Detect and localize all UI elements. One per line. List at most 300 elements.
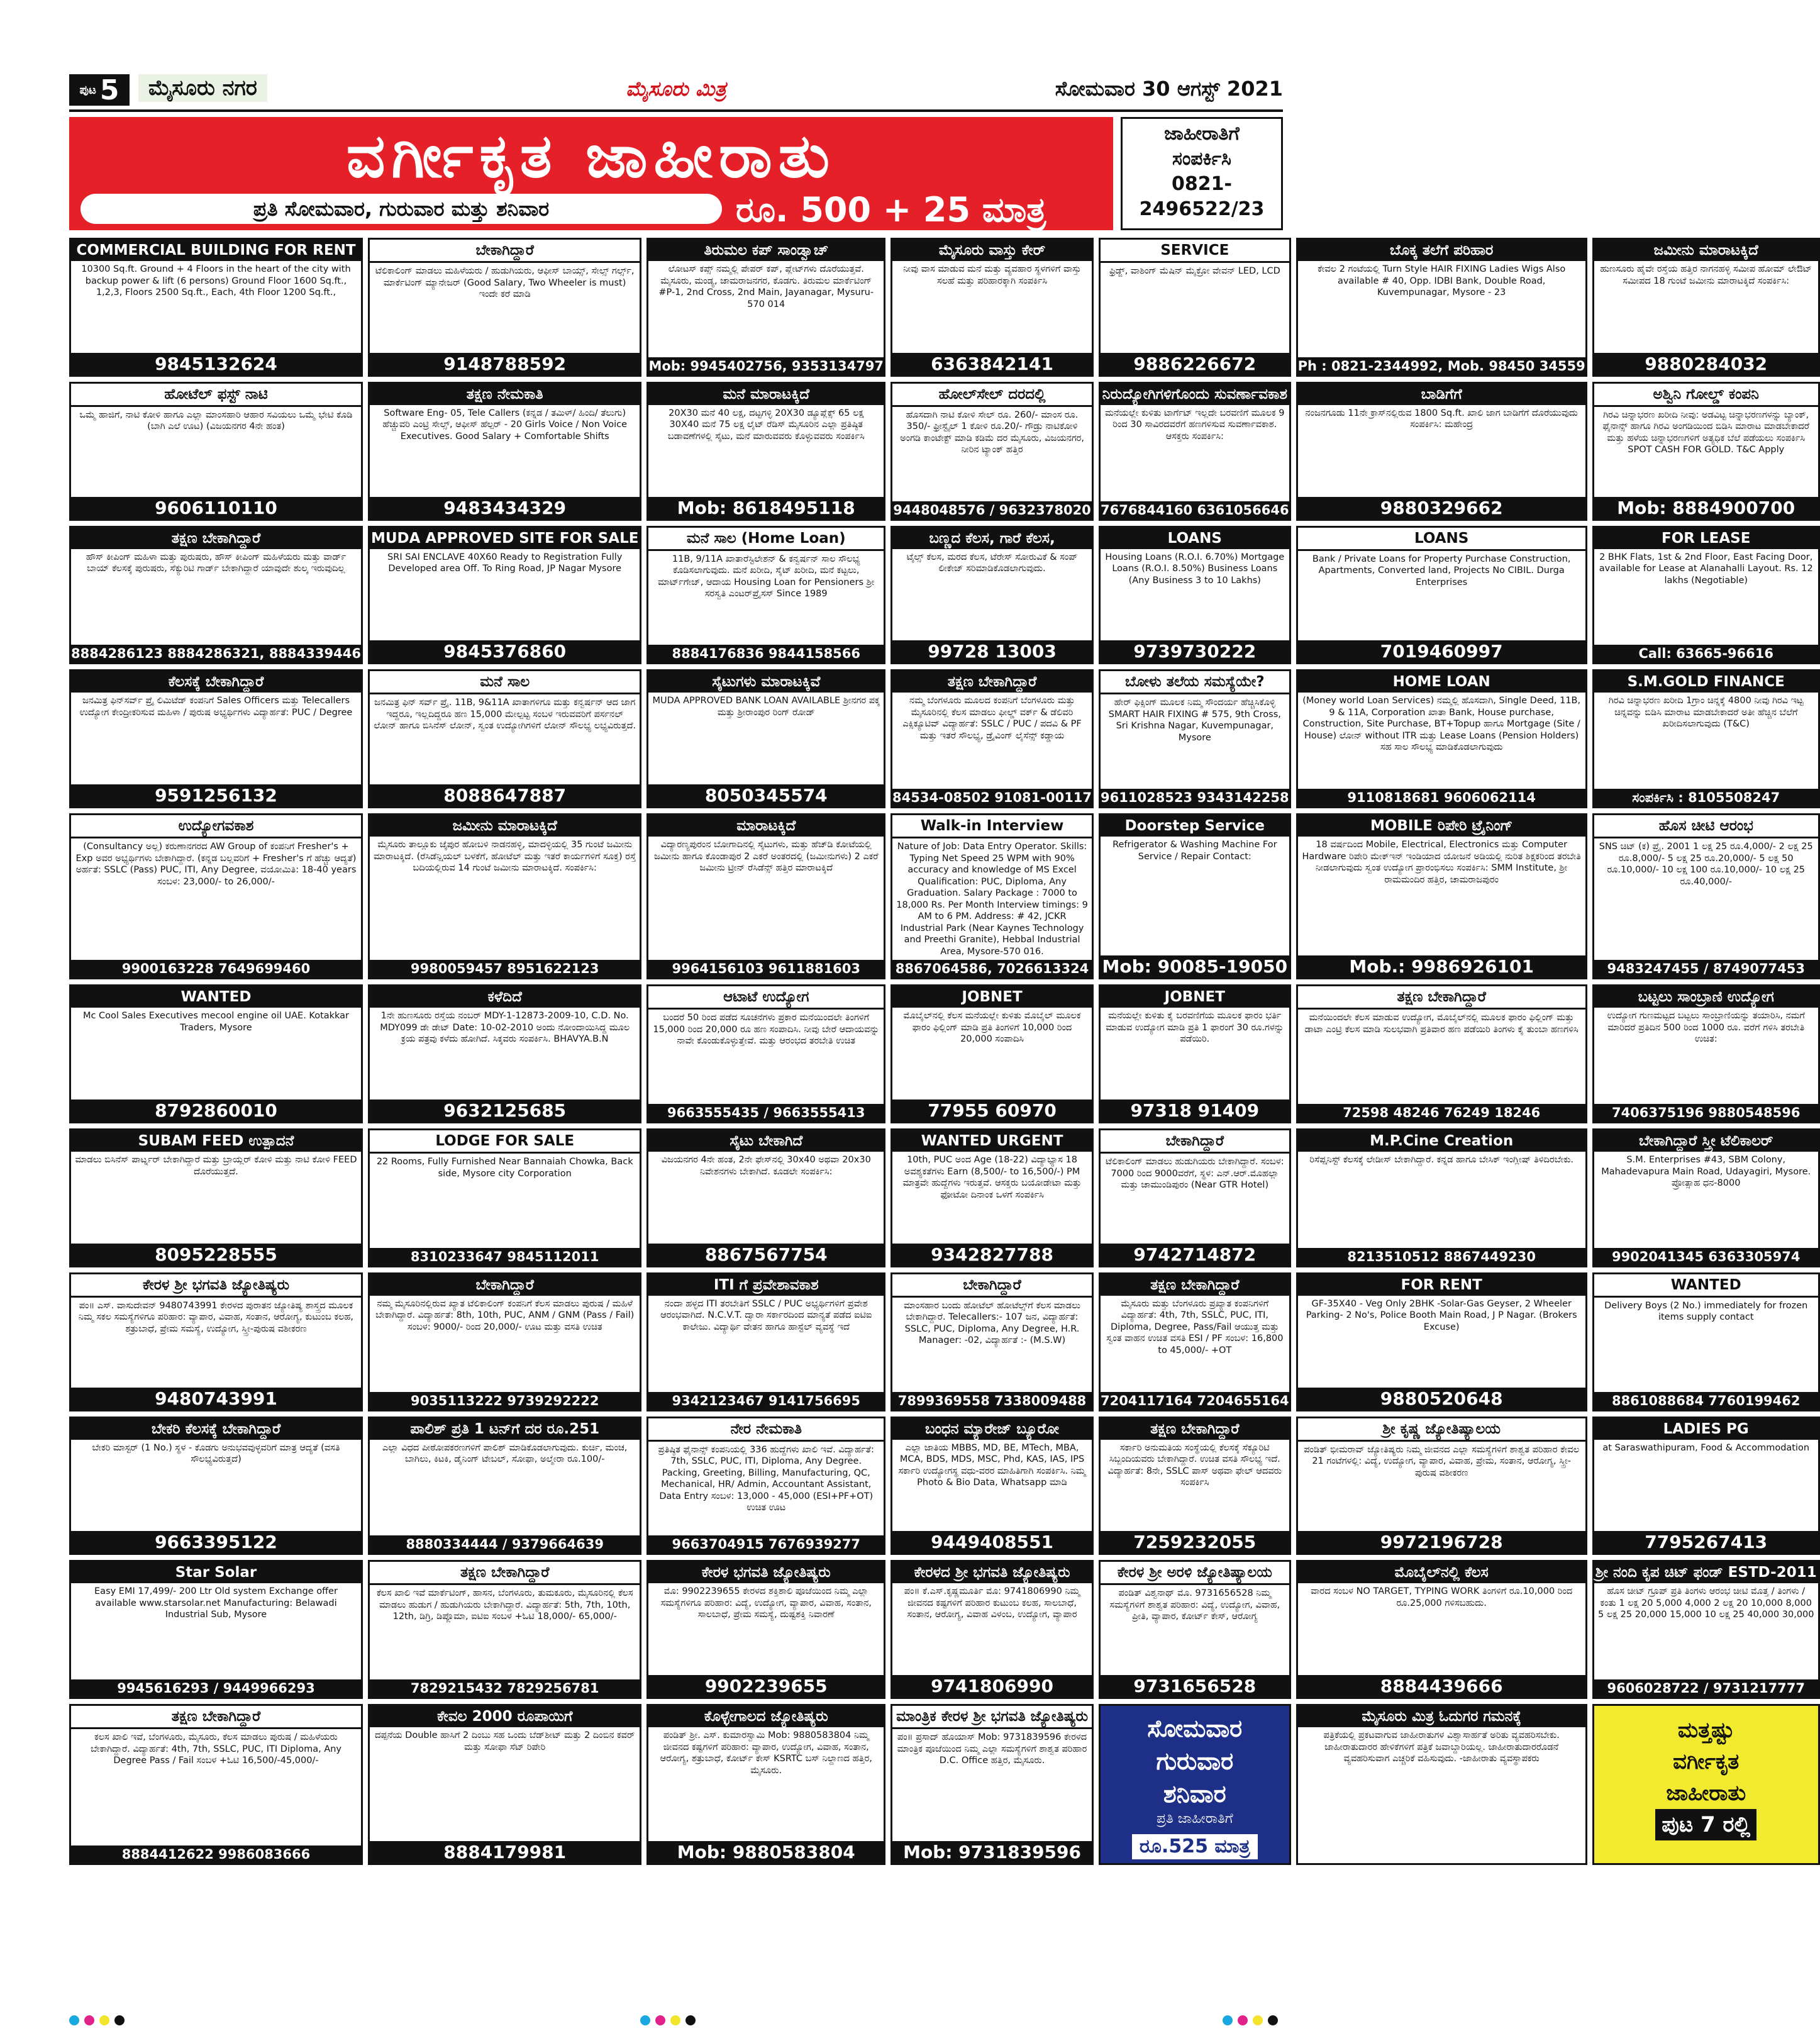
ad-heading: ಬೋಳು ತಲೆಯ ಸಮಸ್ಯೆಯೇ? xyxy=(1101,671,1289,694)
ad-heading: ಕೇರಳದ ಶ್ರೀ ಭಗವತಿ ಜ್ಯೋತಿಷ್ಯರು xyxy=(892,1562,1092,1583)
ad-body: ಕಲಸ ಖಾಲಿ ಇವೆ, ಬೆಂಗಳೂರು, ಮೈಸೂರು, ಕೆಲಸ ಮಾಡಲು ಪುರುಷ / ಮಹಿಳೆಯರು ಬೇಕಾಗಿದ್ದಾರೆ. ವಿದ್ಯಾರ್ಹತೆ: 4th, 7th, SSLC, PUC, ITI Diploma, Any Degree Pass / Fail ಸಂಬಳ +ಓಟಿ 16,500/-45,000/- xyxy=(90,1732,342,1766)
ad-body: ಪಂ॥ ಎಸ್. ವಾಸುದೇವನ್ 9480743991 ಕೇರಳದ ಪುರಾತನ ಜ್ಯೋತಿಷ್ಯ ಶಾಸ್ತ್ರದ ಮೂಲಕ ನಿಮ್ಮ ಸಕಲ ಸಮಸ್ಯೆಗಳಿಗೂ ಪರಿಹಾರ: ವ್ಯಾಪಾರ, ವಿವಾಹ, ಸಂತಾನ, ಆರೋಗ್ಯ, ಕುಟುಂಬ ಕಲಹ, ಶತ್ರುಬಾಧೆ, ಪ್ರೇಮ ಸಮಸ್ಯೆ, ಉದ್ಯೋಗ, ಸ್ತ್ರೀ-ಪುರುಷ ವಶೀಕರಣ xyxy=(78,1300,354,1334)
ad-body: ಪಂ॥ ಪ್ರಸಾದ್ ಹೊಯಾಸ್ Mob: 9731839596 ಕೇರಳದ ಮಾಂತ್ರಿಕ ಪೂಜೆಯಿಂದ ನಿಮ್ಮ ಎಲ್ಲಾ ಸಮಸ್ಯೆಗಳಿಗೆ ಶಾಶ್ವತ ಪರಿಹಾರ D.C. Office ಹತ್ತಿರ, ಮೈಸೂರು. xyxy=(897,1732,1087,1766)
ad-phone: 8884179981 xyxy=(370,1841,640,1863)
cyan-dot xyxy=(69,2015,79,2025)
ad-heading: ತಕ್ಷಣ ಬೇಕಾಗಿದ್ದಾರೆ xyxy=(1101,1274,1289,1296)
classified-ad xyxy=(891,1128,1094,1267)
ad-body: 20X30 ಮನೆ 40 ಲಕ್ಷ, ದಟ್ಟಗಳ್ಳಿ 20X30 ಡ್ಯೂಪ್ಲೆಕ್ಸ್ 65 ಲಕ್ಷ 30X40 ಮನೆ 75 ಲಕ್ಷ ಲೈಟ್ ರೆಡಿಸ್ ಮೈಸೂರಿನ ಎಲ್ಲಾ ಪ್ರತಿಷ್ಠಿತ ಬಡಾವಣೆಗಳಲ್ಲಿ ಸೈಟು, ಮನೆ ಮಾರುವವರು ಕೊಳ್ಳುವವರು ಸಂಪರ್ಕಿಸಿ xyxy=(667,408,865,442)
ad-phone: 8867567754 xyxy=(648,1244,884,1266)
ad-phone: 9902041345 6363305974 xyxy=(1594,1248,1818,1266)
ad-phone: Mob: 9945402756, 9353134797 xyxy=(648,358,884,374)
ad-body: ಪಂಡಿತ್ ವಿಶ್ವನಾಥ್ ಮೊ. 9731656528 ನಿಮ್ಮ ಸಮಸ್ಯೆಗಳಿಗೆ ಶಾಶ್ವತ ಪರಿಹಾರ: ವಿದ್ಯೆ, ಉದ್ಯೋಗ, ವಿವಾಹ, ಪ್ರೀತಿ, ವ್ಯಾಪಾರ, ಕೋರ್ಟ್ ಕೇಸ್, ಆರೋಗ್ಯ xyxy=(1109,1588,1280,1622)
ad-phone: 8088647887 xyxy=(370,784,640,806)
banner-days: ಪ್ರತಿ ಸೋಮವಾರ, ಗುರುವಾರ ಮತ್ತು ಶನಿವಾರ xyxy=(80,194,722,224)
ad-phone: 9148788592 xyxy=(370,353,640,375)
promo-day: ಗುರುವಾರ xyxy=(1156,1747,1234,1776)
ad-body: Housing Loans (R.O.I. 6.70%) Mortgage Loans (R.O.I. 8.50%) Business Loans (Any Business 3 to 10 Lakhs) xyxy=(1105,552,1285,586)
classified-ad xyxy=(1099,813,1291,979)
ad-heading: ಸೈಟು ಬೇಕಾಗಿದೆ xyxy=(648,1130,884,1152)
classified-ad xyxy=(1296,984,1587,1123)
ad-body: ಹೇರ್ ಫಿಕ್ಸಿಂಗ್ ಮೂಲಕ ನಿಮ್ಮ ಸೌಂದರ್ಯ ಹೆಚ್ಚಿಸಿಕೊಳ್ಳಿ SMART HAIR FIXING # 575, 9th Cross, Sri Krishna Nagar, Kuvempunagar, Mysore xyxy=(1108,698,1281,743)
ad-phone: 9731656528 xyxy=(1101,1675,1289,1697)
classified-ad xyxy=(69,1560,363,1699)
classified-ad xyxy=(646,238,885,377)
contact-line: ಸಂಪರ್ಕಿಸಿ xyxy=(1172,148,1231,170)
promo-price: ರೂ.525 ಮಾತ್ರ xyxy=(1132,1834,1258,1859)
ad-body: ಎಲ್ಲಾ ವಿಧದ ಪೀಠೋಪಕರಣಗಳಿಗೆ ಪಾಲಿಶ್ ಮಾಡಿಕೊಡಲಾಗುವುದು. ಕುರ್ಚಿ, ಮಂಚ, ಬಾಗಿಲು, ಕಿಟಕಿ, ಡೈನಿಂಗ್ ಟೇಬಲ್, ಸೋಫಾ, ಅಲ್ಮೇರಾ ರೂ.100/- xyxy=(382,1442,628,1465)
ad-heading: ಮೈಸೂರು ಮಿತ್ರ ಓದುಗರ ಗಮನಕ್ಕೆ xyxy=(1298,1706,1585,1727)
ad-heading: ಬೇಕರಿ ಕೆಲಸಕ್ಕೆ ಬೇಕಾಗಿದ್ದಾರೆ xyxy=(71,1418,361,1440)
ad-body: ಹೊಸ ಚೀಟ್ ಗ್ರೂಪ್ ಪ್ರತಿ ತಿಂಗಳು ಆರಂಭ ಚೀಟಿ ಮೊತ್ತ / ತಿಂಗಳು / ಕಂತು 1 ಲಕ್ಷ 20 5,000 4,000 2 ಲಕ್ಷ 20 10,000 8,000 5 ಲಕ್ಷ 25 20,000 15,000 10 ಲಕ್ಷ 25 40,000 30,000 xyxy=(1597,1586,1814,1620)
ad-heading: ಸೈಟುಗಳು ಮಾರಾಟಕ್ಕಿವೆ xyxy=(648,671,884,693)
ad-body: ಪ್ರತಿಷ್ಠಿತ ಫೈನಾನ್ಸ್ ಕಂಪನಿಯಲ್ಲಿ 336 ಹುದ್ದೆಗಳು ಖಾಲಿ ಇವೆ. ವಿದ್ಯಾರ್ಹತೆ: 7th, SSLC, PUC, ITI, Diploma, Any Degree. Packing, Greeting, Billing, Manufacturing, QC, Mechanical, HR/ Admin, Accountant Assistant, Data Entry ಸಂಬಳ: 13,000 - 45,000 (ESI+PF+OT) ಉಚಿತ ಊಟ xyxy=(658,1444,874,1513)
classified-ad xyxy=(1296,526,1587,665)
classifieds-banner xyxy=(69,117,1113,230)
classified-ad xyxy=(69,1128,363,1267)
ad-body: SRI SAI ENCLAVE 40X60 Ready to Registration Fully Developed area Off. To Ring Road, JP Nagar Mysore xyxy=(387,552,623,574)
ad-heading: ಮನೆ ಮಾರಾಟಕ್ಕಿದೆ xyxy=(648,384,884,405)
ad-heading: ತಿರುಮಲ ಕಪ್ ಸಾಂಡ್ವಾಚ್ xyxy=(648,240,884,261)
yellow-dot xyxy=(1253,2015,1263,2025)
classified-ad xyxy=(368,1272,641,1411)
ad-phone: 9110818681 9606062114 xyxy=(1298,789,1585,806)
ad-heading: ಕೆಲಸಕ್ಕೆ ಬೇಕಾಗಿದ್ದಾರೆ xyxy=(71,671,361,693)
ad-heading: FOR LEASE xyxy=(1594,528,1818,549)
continued-line: ಮತ್ತಷ್ಟು xyxy=(1677,1718,1734,1744)
ad-phone: 72598 48246 76249 18246 xyxy=(1298,1104,1585,1122)
ad-body: ಗಿರವಿ ಚಿನ್ನಾಭರಣ ಖರೀದಿ ನೀವು: ಅಡವಿಟ್ಟ ಚಿನ್ನಾಭರಣಗಳನ್ನು ಬ್ಯಾಂಕ್, ಫೈನಾನ್ಸ್ ಹಾಗೂ ಗಿರವಿ ಅಂಗಡಿಯಿಂದ ಬಿಡಿಸಿ ಮಾರಾಟ ಮಾಡಬೇಕಾದರೆ ಮತ್ತು ಹಳೆಯ ಚಿನ್ನಾಭರಣಗಳಿಗೆ ಅತ್ಯಧಿಕ ಬೆಲೆ ಪಡೆಯಲು ಸಂಪರ್ಕಿಸಿ SPOT CASH FOR GOLD. T&C Apply xyxy=(1602,409,1810,455)
ad-heading: ನೇರ ನೇಮಕಾತಿ xyxy=(648,1418,884,1442)
ad-phone: 9945616293 / 9449966293 xyxy=(71,1679,361,1697)
ad-body: ಜನಮಿತ್ರ ಫಿನ್‌ಸರ್ವ್ ಪ್ರೈ ಲಿಮಿಟೆಡ್ ಕಂಪನಿಗೆ Sales Officers ಮತ್ತು Telecallers ಉದ್ಯೋಗ ಕೇಂದ್ರೀಕರಿಸುವ ಮಹಿಳಾ / ಪುರುಷ ಅಭ್ಯರ್ಥಿಗಳು ವಿದ್ಯಾರ್ಹತೆ: PUC / Degree xyxy=(79,696,353,718)
ad-heading: ಮಾಂತ್ರಿಕ ಕೇರಳ ಶ್ರೀ ಭಗವತಿ ಜ್ಯೋತಿಷ್ಯರು xyxy=(892,1706,1092,1729)
classified-ad xyxy=(891,1272,1094,1411)
ad-heading: ಜಮೀನು ಮಾರಾಟಕ್ಕಿದೆ xyxy=(370,815,640,837)
classified-ad xyxy=(646,526,885,665)
classified-ad xyxy=(1296,1560,1587,1699)
classified-ad xyxy=(1296,1417,1587,1556)
classified-ad xyxy=(69,1417,363,1556)
ad-body: ಮನೆಯಲ್ಲೇ ಕುಳಿತು ಕೈ ಬರವಣಿಗೆಯ ಮೂಲಕ ಫಾರಂ ಭರ್ತಿ ಮಾಡುವ ಉದ್ಯೋಗ ಮಾಡಿ ಪ್ರತಿ 1 ಫಾರಂಗೆ 30 ರೂ.ಗಳನ್ನು ಪಡೆಯಿರಿ. xyxy=(1106,1011,1284,1045)
classified-ad xyxy=(1296,1704,1587,1865)
ad-heading: JOBNET xyxy=(1101,986,1289,1008)
ad-phone: 9880520648 xyxy=(1298,1388,1585,1410)
classified-ad xyxy=(1099,1128,1291,1267)
ad-phone: Call: 63665-96616 xyxy=(1594,645,1818,662)
classified-ad xyxy=(69,238,363,377)
black-dot xyxy=(114,2015,125,2025)
ad-body: ಮನೆಯಲ್ಲೇ ಕುಳಿತು ಟಾರ್ಗೆಟ್ ಇಲ್ಲದೇ ಬರವಣಿಗೆ ಮೂಲಕ 9 ರಿಂದ 30 ಸಾವಿರದವರೆಗೆ ಹಣಗಳಿಸುವ ಸುವರ್ಣಾವಕಾಶ. ಆಸಕ್ತರು ಸಂಪರ್ಕಿಸಿ: xyxy=(1105,408,1285,442)
ad-body: ಹೊಸದಾಗಿ ನಾಟಿ ಕೋಳಿ ಸೇಲ್ ರೂ. 260/- ಮಾಂಸ ರೂ. 350/- ಫ್ರೀಸ್ಟೈಲ್ 1 ಕೋಳಿ ರೂ.20/- ಗೌಡ್ರು ನಾಟಿಕೋಳಿ ಅಂಗಡಿ ಕಾಂಟೇಕ್ಟ್ ಮಾಡಿ ಕಡಿಮೆ ದರ ಮೈಸೂರು, ವಿಜಯನಗರ, ನೀರಿನ ಟ್ಯಾಂಕ್ ಹತ್ತಿರ xyxy=(900,409,1084,455)
ad-body: ಪಂ॥ ಕೆ.ಎಸ್.ಕೃಷ್ಣಮೂರ್ತಿ ಮೊ: 9741806990 ನಿಮ್ಮ ಜೀವನದ ಕಷ್ಟಗಳಿಗೆ ಪರಿಹಾರ ಕುಟುಂಬ ಕಲಹ, ಸಾಲಬಾಧೆ, ಸಂತಾನ, ಆರೋಗ್ಯ, ವಿವಾಹ ವಿಳಂಬ, ಉದ್ಯೋಗ, ವ್ಯಾಪಾರ xyxy=(904,1586,1080,1620)
ad-heading: ಬೇಕಾಗಿದ್ದಾರೆ xyxy=(1101,1130,1289,1154)
classified-ad xyxy=(1592,238,1820,377)
ad-body: SNS ಚಿಟ್ (ಕ) ಪ್ರೈ. 2001 1 ಲಕ್ಷ 25 ರೂ.4,000/- 2 ಲಕ್ಷ 25 ರೂ.8,000/- 5 ಲಕ್ಷ 25 ರೂ.20,000/- 5 ಲಕ್ಷ 50 ರೂ.10,000/- 10 ಲಕ್ಷ 100 ರೂ.10,000/- 10 ಲಕ್ಷ 25 ರೂ.40,000/- xyxy=(1599,842,1813,887)
ad-phone: 8792860010 xyxy=(71,1099,361,1122)
ad-heading: ಕೇವಲ 2000 ರೂಪಾಯಿಗೆ xyxy=(370,1706,640,1727)
ad-heading: Walk-in Interview xyxy=(892,815,1092,838)
classified-ad xyxy=(69,1272,363,1411)
ad-body: ಬಂದರೆ 50 ರಿಂದ ಪಡೆದ ಸೂಚನೆಗಳು ಪ್ರಕಾರ ಮನೆಯಿಂದಲೇ ತಿಂಗಳಿಗೆ 15,000 ರಿಂದ 20,000 ರೂ ಹಣ ಸಂಪಾದಿಸಿ. ನೀವು ಬೇರೆ ಆದಾಯವನ್ನು ನಾವೇ ಕೊಂಡುಕೊಳ್ಳುತ್ತೇವೆ. ಮತ್ತು ಆರಂಭದ ತರಬೇತಿ ಉಚಿತ xyxy=(653,1013,880,1047)
ad-phone: 77955 60970 xyxy=(892,1099,1092,1122)
ad-heading: ಬಟ್ಟಲು ಸಾಂಬ್ರಾಣಿ ಉದ್ಯೋಗ xyxy=(1594,986,1818,1008)
ad-heading: ಬೊಕ್ಕ ತಲೆಗೆ ಪರಿಹಾರ xyxy=(1298,240,1585,261)
ad-body: ಗಿರವಿ ಚಿನ್ನಾಭರಣ ಖರೀದಿ 1ಗ್ರಾಂ ಚಿನ್ನಕ್ಕೆ 4800 ನೀವು ಗಿರವಿ ಇಟ್ಟ ಚಿನ್ನವನ್ನು ಬಿಡಿಸಿ ಮಾರಾಟ ಮಾಡಬೇಕಾದರೆ ಅತೀ ಹೆಚ್ಚಿನ ಬೆಲೆಗೆ ಖರೀದಿಸಲಾಗುವುದು (T&C) xyxy=(1608,696,1804,730)
ad-body: ದಪ್ಪನೆಯ Double ಹಾಸಿಗೆ 2 ದಿಂಬು ಸಹ ಒಂದು ಬೆಡ್‌ಶೀಟ್ ಮತ್ತು 2 ದಿಂಬಿನ ಕವರ್ ಮತ್ತು ಸೋಫಾ ಸೆಟ್ ರಿಪೇರಿ xyxy=(375,1730,635,1752)
classified-ad xyxy=(891,1704,1094,1865)
ad-phone: 9845376860 xyxy=(370,640,640,662)
ad-phone: Mob: 90085-19050 xyxy=(1101,955,1289,977)
classified-ad xyxy=(368,1128,641,1267)
section-title: ಮೈಸೂರು ನಗರ xyxy=(138,74,267,102)
classified-ad xyxy=(69,526,363,665)
color-register-center xyxy=(640,2015,696,2025)
ad-body: ನಮ್ಮ ಮೈಸೂರಿನಲ್ಲಿರುವ ಖ್ಯಾತ ಟೆಲಿಕಾಲಿಂಗ್ ಕಂಪನಿಗೆ ಕೆಲಸ ಮಾಡಲು ಪುರುಷ / ಮಹಿಳೆ ಬೇಕಾಗಿದ್ದಾರೆ. ವಿದ್ಯಾರ್ಹತೆ: 8th, 10th, PUC, ANM / GNM (Pass / Fail) ಸಂಬಳ: 9000/- ರಿಂದ 20,000/- ಊಟ ಮತ್ತು ವಸತಿ ಉಚಿತ xyxy=(375,1298,635,1332)
ad-heading: Star Solar xyxy=(71,1562,361,1583)
ad-phone: 9483434329 xyxy=(370,497,640,519)
ad-heading: ಬಣ್ಣದ ಕೆಲಸ, ಗಾರೆ ಕೆಲಸ, xyxy=(892,528,1092,549)
ad-body: ಎಲ್ಲಾ ಜಾತಿಯ MBBS, MD, BE, MTech, MBA, MCA, BDS, MDS, MSC, Phd, KAS, IAS, IPS ಸರ್ಕಾರಿ ಉದ್ಯೋಗಸ್ಥ ವಧು-ವರರ ಮಾಹಿತಿಗಾಗಿ ಸಂಪರ್ಕಿಸಿ. ನಿಮ್ಮ Photo & Bio Data, Whatsapp ಮಾಡಿ xyxy=(898,1442,1086,1488)
cyan-dot xyxy=(640,2015,650,2025)
ad-phone: 8884439666 xyxy=(1298,1675,1585,1697)
ad-phone: 9663704915 7676939277 xyxy=(648,1535,884,1553)
classified-ad xyxy=(1296,1272,1587,1411)
continued-notice xyxy=(1592,1704,1820,1865)
ad-body: ವಿಜಯನಗರ 4ನೇ ಹಂತ, 2ನೇ ಫೇಸ್‌ನಲ್ಲಿ 30x40 ಅಥವಾ 20x30 ನಿವೇಶನಗಳು ಬೇಕಾಗಿದೆ. ಕೂಡಲೇ ಸಂಪರ್ಕಿಸಿ: xyxy=(661,1155,871,1177)
ad-phone: 7899369558 7338009488 xyxy=(892,1392,1092,1410)
classified-ad xyxy=(646,669,885,808)
ad-heading: SUBAM FEED ಉತ್ಪಾದನೆ xyxy=(71,1130,361,1152)
classified-ad xyxy=(891,984,1094,1123)
classified-ad xyxy=(646,813,885,979)
classified-ad xyxy=(368,1417,641,1556)
classified-ad xyxy=(891,238,1094,377)
ad-body: ವಾರದ ಸಂಬಳ NO TARGET, TYPING WORK ತಿಂಗಳಿಗೆ ರೂ.10,000 ರಿಂದ ರೂ.25,000 ಗಳಿಸಬಹುದು. xyxy=(1311,1586,1573,1608)
ad-phone: 8095228555 xyxy=(71,1244,361,1266)
ad-body: ಕೇವಲ 2 ಗಂಟೆಯಲ್ಲಿ Turn Style HAIR FIXING Ladies Wigs Also available # 40, Opp. IDBI Bank, Double Road, Kuvempunagar, Mysore - 23 xyxy=(1318,264,1566,298)
classified-ad xyxy=(1099,669,1291,808)
ad-heading: ತಕ್ಷಣ ನೇಮಕಾತಿ xyxy=(370,384,640,405)
ad-body: 2 BHK Flats, 1st & 2nd Floor, East Facing Door, available for Lease at Alanahalli Layout. Rs. 12 lakhs (Negotiable) xyxy=(1599,552,1813,586)
classified-ad xyxy=(368,669,641,808)
masthead: ಮೈಸೂರು ಮಿತ್ರ xyxy=(626,77,726,101)
ad-phone: 8861088684 7760199462 xyxy=(1594,1392,1818,1410)
ad-body: 22 Rooms, Fully Furnished Near Bannaiah Chowka, Back side, Mysore city Corporation xyxy=(376,1157,633,1179)
magenta-dot xyxy=(655,2015,665,2025)
ad-heading: SERVICE xyxy=(1101,240,1289,263)
ad-body: ರಿಸೆಪ್ಷನಿಸ್ಟ್ ಕೆಲಸಕ್ಕೆ ಲೇಡೀಸ್ ಬೇಕಾಗಿದ್ದಾರೆ. ಕನ್ನಡ ಹಾಗೂ ಬೇಸಿಕ್ ಇಂಗ್ಲೀಷ್ ತಿಳಿದಿರಬೇಕು. xyxy=(1309,1155,1574,1165)
ad-body: Nature of Job: Data Entry Operator. Skills: Typing Net Speed 25 WPM with 90% accuracy and knowledge of MS Excel Qualification: PUC, Diploma, Any Graduation. Salary Package : 7000 to 18,000 Rs. Per Month Interview timings: 9 AM to 6 PM. Address: # 42, JCKR Industrial Park (Near Kaynes Technology and Preethi Granite), Hebbal Industrial Area, Mysore-570 016. xyxy=(896,842,1088,957)
rate-promo-ad xyxy=(1099,1704,1291,1865)
ad-heading: ITI ಗೆ ಪ್ರವೇಶಾವಕಾಶ xyxy=(648,1274,884,1296)
ad-heading: ಮನೆ ಸಾಲ xyxy=(370,671,640,694)
classified-ad xyxy=(891,526,1094,665)
ad-phone: 9663555435 / 9663555413 xyxy=(648,1104,884,1122)
ad-phone: 9611028523 9343142258 xyxy=(1101,790,1289,806)
ad-phone: 9880284032 xyxy=(1594,353,1818,375)
classified-ad xyxy=(646,1560,885,1699)
ad-phone: 8050345574 xyxy=(648,784,884,806)
classified-ad xyxy=(1099,238,1291,377)
ad-phone: 9972196728 xyxy=(1298,1531,1585,1553)
ad-heading: ಜಮೀನು ಮಾರಾಟಕ್ಕಿದೆ xyxy=(1594,240,1818,261)
ad-phone: 9591256132 xyxy=(71,784,361,806)
ad-phone: 6363842141 xyxy=(892,353,1092,375)
ad-heading: ಮೊಬೈಲ್‌ನಲ್ಲಿ ಕೆಲಸ xyxy=(1298,1562,1585,1583)
ad-phone: 9886226672 xyxy=(1101,353,1289,375)
ad-phone: Mob: 8618495118 xyxy=(648,497,884,519)
ad-body: ಮಾಡಲು ಬಿಸಿನೆಸ್ ಪಾರ್ಟ್ನರ್ ಬೇಕಾಗಿದ್ದಾರೆ ಮತ್ತು ಬ್ರಾಯ್ಲರ್ ಕೋಳಿ ಮತ್ತು ನಾಟಿ ಕೋಳಿ FEED ದೊರೆಯುತ್ತದೆ. xyxy=(75,1155,357,1177)
ad-heading: ತಕ್ಷಣ ಬೇಕಾಗಿದ್ದಾರೆ xyxy=(370,1562,640,1585)
yellow-dot xyxy=(99,2015,109,2025)
ad-heading: ಮೈಸೂರು ವಾಸ್ತು ಕೇರ್ xyxy=(892,240,1092,261)
ad-phone: 99728 13003 xyxy=(892,640,1092,662)
ad-body: ಪಂಡಿತ್ ಶ್ರೀ. ಎಸ್. ಕುಮಾರಸ್ವಾಮಿ Mob: 9880583804 ನಿಮ್ಮ ಜೀವನದ ಕಷ್ಟಗಳಿಗೆ ಪರಿಹಾರ: ವ್ಯಾಪಾರ, ಉದ್ಯೋಗ, ವಿವಾಹ, ಸಂತಾನ, ಆರೋಗ್ಯ, ಶತ್ರುಬಾಧೆ, ಕೋರ್ಟ್ ಕೇಸ್ KSRTC ಬಸ್ ನಿಲ್ದಾಣದ ಹತ್ತಿರ, ಮೈಸೂರು. xyxy=(660,1730,872,1776)
classified-ad xyxy=(368,238,641,377)
ad-heading: HOME LOAN xyxy=(1298,671,1585,693)
ad-body: ಮೈಸೂರು ತಾಲ್ಲೂಕು ಜೈಪುರ ಹೋಬಳಿ ನಾಡನಹಳ್ಳಿ, ಮಾದಳ್ಳಿಯಲ್ಲಿ 35 ಗುಂಟೆ ಜಮೀನು ಮಾರಾಟಕ್ಕಿದೆ. (ರೆಸಿಡೆನ್ಷಿಯಲ್ ಬಳಕೆಗೆ, ಹೋಟೆಲ್ ಮತ್ತು ಇತರೆ ಕಾರ್ಯಗಳಿಗೆ ಸೂಕ್ತ) ರಸ್ತೆ ಬದಿಯಲ್ಲಿರುವ 14 ಗುಂಟೆ ಜಮೀನು ಮಾರಾಟಕ್ಕಿದೆ. ಸಂಪರ್ಕಿಸಿ: xyxy=(374,840,636,874)
classified-ad xyxy=(368,526,641,665)
black-dot xyxy=(685,2015,696,2025)
ad-body: Mc Cool Sales Executives mecool engine oil UAE. Kotakkar Traders, Mysore xyxy=(82,1011,350,1033)
classified-ad xyxy=(891,382,1094,521)
classified-ad xyxy=(69,1704,363,1865)
ad-heading: ತಕ್ಷಣ ಬೇಕಾಗಿದ್ದಾರೆ xyxy=(71,1706,361,1729)
classified-ad xyxy=(646,382,885,521)
ad-phone: Mob: 9731839596 xyxy=(892,1841,1092,1863)
classified-ad xyxy=(368,1704,641,1865)
black-dot xyxy=(1268,2015,1278,2025)
ad-phone: Mob.: 9986926101 xyxy=(1298,955,1585,977)
banner-title: ವರ್ಗೀಕೃತ ಜಾಹೀರಾತು xyxy=(346,121,836,191)
ad-body: ಮೊಬೈಲ್‌ನಲ್ಲಿ ಕೆಲಸ ಮನೆಯಲ್ಲೇ ಕುಳಿತು ಮೊಬೈಲ್ ಮೂಲಕ ಫಾರಂ ಫಿಲ್ಲಿಂಗ್ ಮಾಡಿ ಪ್ರತಿ ತಿಂಗಳಿಗೆ 10,000 ರಿಂದ 20,000 ಸಂಪಾದಿಸಿ xyxy=(903,1011,1081,1045)
color-register-left xyxy=(69,2015,125,2025)
ad-heading: FOR RENT xyxy=(1298,1274,1585,1296)
ad-phone: 7259232055 xyxy=(1101,1531,1289,1553)
ad-phone: 9900163228 7649699460 xyxy=(71,960,361,977)
continued-line: ವರ್ಗೀಕೃತ xyxy=(1673,1749,1740,1775)
ad-phone: 9342123467 9141756695 xyxy=(648,1392,884,1410)
contact-line: 0821- xyxy=(1172,173,1232,195)
ad-body: Easy EMI 17,499/- 200 Ltr Old system Exchange offer available www.starsolar.net Manufacturing: Belawadi Industrial Sub, Mysore xyxy=(94,1586,338,1620)
classified-ad xyxy=(368,1560,641,1699)
contact-phone: 2496522/23 xyxy=(1139,198,1265,220)
ad-body: ಟೆಲಿಕಾಲಿಂಗ್ ಮಾಡಲು ಹುಡುಗಿಯರು ಬೇಕಾಗಿದ್ದಾರೆ. ಸಂಬಳ: 7000 ರಿಂದ 9000ವರೆಗೆ, ಸ್ಥಳ: ಎನ್.ಆರ್.ಮೊಹಲ್ಲಾ ಮತ್ತು ಚಾಮುಂಡಿಪುರಂ (Near GTR Hotel) xyxy=(1106,1157,1284,1190)
classified-ad xyxy=(1296,238,1587,377)
ad-phone: 8310233647 9845112011 xyxy=(370,1248,640,1266)
ad-body: ಹುಣಸೂರು ಹೈವೇ ರಸ್ತೆಯ ಹತ್ತಿರ ನಾಗನಹಳ್ಳಿ ಸಮೀಪ ಹೋಮ್ ಲೇಔಟ್ ಸಮೀಪದ 18 ಗುಂಟೆ ಜಮೀನು ಮಾರಾಟಕ್ಕಿದೆ ಸಂಪರ್ಕಿಸಿ: xyxy=(1600,264,1812,286)
ad-body: ಒಮ್ಮೆ ಹಾಜಿಗೆ, ನಾಟಿ ಕೋಳಿ ಹಾಗೂ ಎಲ್ಲಾ ಮಾಂಸಹಾರಿ ಆಹಾರ ಸವಿಯಲು ಒಮ್ಮೆ ಭೇಟಿ ಕೊಡಿ (ಬಾಗಿ ಎಲೆ ಊಟ) (ವಿಜಯನಗರ 4ನೇ ಹಂತ) xyxy=(79,409,353,432)
ad-body: S.M. Enterprises #43, SBM Colony, Mahadevapura Main Road, Udayagiri, Mysore. ಪ್ರೋತ್ಸಾಹ ಧನ-8000 xyxy=(1601,1155,1811,1188)
ad-phone: 7795267413 xyxy=(1594,1531,1818,1553)
ad-phone: 8884412622 9986083666 xyxy=(71,1845,361,1863)
ad-phone: 9606110110 xyxy=(71,497,361,519)
ad-phone: 9739730222 xyxy=(1101,640,1289,662)
classified-ad xyxy=(1592,1417,1820,1556)
classified-ad xyxy=(1592,526,1820,665)
cyan-dot xyxy=(1223,2015,1233,2025)
ad-phone: 8213510512 8867449230 xyxy=(1298,1248,1585,1266)
classified-ad xyxy=(646,1272,885,1411)
continued-body xyxy=(1594,1706,1818,1863)
promo-day: ಶನಿವಾರ xyxy=(1163,1780,1226,1808)
ad-body: Software Eng- 05, Tele Callers (ಕನ್ನಡ / ತಮಿಳ್/ ಹಿಂದಿ/ ತೆಲುಗು) ಹೆಚ್ಚುವರಿ ಎಂಟ್ರಿ ಸೇಲ್ಸ್, ಆಫೀಸ್ ಹೆಲ್ಪರ್ - 20 Girls Voice / Non Voice Executives. Good Salary + Comfortable Shifts xyxy=(382,408,627,442)
ad-heading: ಕೇರಳ ಶ್ರೀ ಭಗವತಿ ಜ್ಯೋತಿಷ್ಯರು xyxy=(71,1274,361,1298)
color-register-right xyxy=(1223,2015,1278,2025)
ad-body: ಜನಮಿತ್ರ ಫಿನ್ ಸರ್ವ್ ಪ್ರೈ. 11B, 9&11A ಖಾತಾಗಳಿಗೂ ಮತ್ತು ಕನ್ವರ್ಷನ್ ಆದ ಜಾಗ ಇದ್ದರೂ, ಇಲ್ಲದಿದ್ದರೂ ಹಣ 15,000 ಮೇಲ್ಪಟ್ಟ ಸಂಬಳ ಇರುವವರಿಗೆ ಪರ್ಸನಲ್ ಲೋನ್ ಹಾಗೂ ಬಿಸಿನೆಸ್ ಲೋನ್, ಸ್ವಂತ ಉದ್ಯೋಗಿಗಳಿಗೆ ಲೋನ್ ಸೌಲಭ್ಯ ಲಭ್ಯವಿರುತ್ತದೆ. xyxy=(374,698,636,732)
ad-body: (Consultancy ಅಲ್ಲ) ಕರುಣಾನಗರದ AW Group of ಕಂಪನಿಗೆ Fresher's + Exp ಅವರ ಅಭ್ಯರ್ಥಿಗಳು ಬೇಕಾಗಿದ್ದಾರೆ. (ಕನ್ನಡ ಬಲ್ಲವರಿಗೆ + Fresher's ಗೆ ಹೆಚ್ಚು ಆದ್ಯತೆ) ಅರ್ಹತೆ: SSLC (Pass) PUC, ITI, Any Degree, ವಯೋಮಿತಿ: 18-40 years ಸಂಬಳ: 23,000/- to 26,000/- xyxy=(75,842,357,887)
classified-ad xyxy=(1296,382,1587,521)
ad-heading: ತಕ್ಷಣ ಬೇಕಾಗಿದ್ದಾರೆ xyxy=(892,671,1092,693)
ad-heading: ಬೇಕಾಗಿದ್ದಾರೆ xyxy=(370,240,640,263)
ad-body: ಫ್ರಿಡ್ಜ್, ವಾಶಿಂಗ್ ಮೆಷಿನ್ ಮೈಕ್ರೋ ವೇವನ್ LED, LCD xyxy=(1109,266,1280,276)
classified-ad xyxy=(1592,984,1820,1123)
classified-ad xyxy=(368,984,641,1123)
classified-ad xyxy=(646,984,885,1123)
ad-heading: MOBILE ರಿಪೇರಿ ಟ್ರೈನಿಂಗ್ xyxy=(1298,815,1585,837)
classified-ad xyxy=(891,1560,1094,1699)
ad-phone: 9632125685 xyxy=(370,1099,640,1122)
contact-line: ಜಾಹೀರಾತಿಗೆ xyxy=(1164,123,1240,145)
classified-ad xyxy=(1099,984,1291,1123)
ad-body: ವಿದ್ಯಾರಣ್ಯಪುರಂನ ಬೋಗಾದಿನಲ್ಲಿ ಸೈಟುಗಳು, ಮತ್ತು ಹೆಚ್‌ಡಿ ಕೋಟೆಯಲ್ಲಿ ಜಮೀನು ಹಾಗೂ ಕೊಂಡಾಪುರ 2 ಎಕರೆ ಅಂತರದಲ್ಲಿ (ಜಮೀನುಗಳು) 2 ಎಕರೆ ಜಮೀನು ಟ್ರೀನ್ ರೆಸಿಡೆನ್ಸ್ ಹತ್ತಿರ ಮಾರಾಟಕ್ಕಿದೆ xyxy=(653,840,879,874)
ad-body: ಟೈಲ್ಸ್ ಕೆಲಸ, ಮರದ ಕೆಲಸ, ಟೆರೇಸ್ ಸೋರುವಿಕೆ & ಸಂಪ್ ಲೀಕೇಜ್ ಸರಿಮಾಡಿಕೊಡಲಾಗುವುದು. xyxy=(906,552,1078,574)
ad-body: Bank / Private Loans for Property Purchase Construction, Apartments, Converted land, Projects No CIBIL. Durga Enterprises xyxy=(1312,554,1571,587)
ad-heading: MUDA APPROVED SITE FOR SALE xyxy=(370,528,640,549)
ad-phone: 9902239655 xyxy=(648,1675,884,1697)
ad-body: ಸರ್ಕಾರಿ ಅನುಮತಿಯ ಸಂಸ್ಥೆಯಲ್ಲಿ ಕೆಲಸಕ್ಕೆ ಸೆಕ್ಯೂರಿಟಿ ಸಿಬ್ಬಂದಿಯವರು ಬೇಕಾಗಿದ್ದಾರೆ. ಉಚಿತ ವಸತಿ ಸೌಲಭ್ಯ ಇದೆ. ವಿದ್ಯಾರ್ಹತೆ: 8ನೇ, SSLC ಪಾಸ್ ಅಥವಾ ಫೇಲ್ ಆದವರು ಸಂಪರ್ಕಿಸಿ xyxy=(1107,1442,1282,1488)
ad-heading: JOBNET xyxy=(892,986,1092,1008)
ad-phone: 9606028722 / 9731217777 xyxy=(1594,1679,1818,1697)
ad-heading: LODGE FOR SALE xyxy=(370,1130,640,1154)
classified-ad xyxy=(69,984,363,1123)
classified-ad xyxy=(1296,669,1587,808)
contact-box xyxy=(1121,117,1283,230)
ad-body: 10th, PUC ಅಂದ Age (18-22) ವಿದ್ಯಾಭ್ಯಾಸ 18 ಅವಶ್ಯಕತೆಗಳು Earn (8,500/- to 16,500/-) PM ಮಾತ್ರವೇ ಹುದ್ದೆಗಳು ಇರುತ್ತವೆ. ಆಸಕ್ತರು ಬಯೋಡೇಟಾ ಮತ್ತು ಫೋಟೋ ದಿನಾಂಕ ಒಳಗೆ ಸಂಪರ್ಕಿಸಿ xyxy=(902,1155,1082,1200)
classified-ad xyxy=(1296,813,1587,979)
ad-heading: ತಕ್ಷಣ ಬೇಕಾಗಿದ್ದಾರೆ xyxy=(71,528,361,549)
ad-body: ಹೌಸ್ ಕೀಪಿಂಗ್ ಮಹಿಳಾ ಮತ್ತು ಪುರುಷರು, ಹೌಸ್ ಕೀಪಿಂಗ್ ಮಹಿಳೆಯರು ಮತ್ತು ವಾರ್ಡ್ ಬಾಯ್ ಕೆಲಸಕ್ಕೆ ಪುರುಷರು, ಸೆಕ್ಯುರಿಟಿ ಗಾರ್ಡ್ ಬೇಕಾಗಿದ್ದಾರೆ ಯಾವುದೇ ಶುಲ್ಕ ಇರುವುದಿಲ್ಲ xyxy=(86,552,347,574)
ad-heading: ಉದ್ಯೋಗವಕಾಶ xyxy=(71,815,361,838)
magenta-dot xyxy=(1238,2015,1248,2025)
ad-heading: ಹೊಸ ಚೀಟಿ ಆರಂಭ xyxy=(1594,815,1818,838)
ad-heading: LADIES PG xyxy=(1594,1418,1818,1440)
ad-phone: 9742714872 xyxy=(1101,1244,1289,1266)
classified-ad xyxy=(646,1704,885,1865)
ad-heading: ಮಾರಾಟಕ್ಕಿದೆ xyxy=(648,815,884,837)
ad-body: 11B, 9/11A ಖಾತಾರೆಸ್ಟಿಲೇಶನ್ & ಕನ್ವರ್ಷನ್ ಸಾಲ ಸೌಲಭ್ಯ ಕೊಡಿಸಲಾಗುವುದು. ಮನೆ ಖರೀದಿ, ಸೈಟ್ ಖರೀದಿ, ಮನೆ ಕಟ್ಟಲು, ಮಾರ್ಟ್‌ಗೇಜ್, ಆದಾಯ Housing Loan for Pensioners ಶ್ರೀ ಸರಸ್ವತಿ ಎಂಟರ್‌ಪ್ರೈಸಸ್ Since 1989 xyxy=(658,554,875,599)
ad-body: 1ನೇ ಹುಣಸೂರು ರಸ್ತೆಯ ನಂಬರ್ MDY-1-12873-2009-10, C.D. No. MDY099 ಡೇ ಡೇಟ್ Date: 10-02-2010 ಅಂದು ನೋಂದಾಯಿಸಿದ್ದ ಮೂಲ ಕ್ರಯ ಪತ್ರವು ಕಳೆದು ಹೋಗಿದೆ. ಸಿಕ್ಕವರು ಸಂಪರ್ಕಿಸಿ. BHAVYA.B.N xyxy=(380,1011,630,1045)
ad-phone: 8884286123 8884286321, 8884339446 xyxy=(71,646,361,662)
ad-body: at Saraswathipuram, Food & Accommodation xyxy=(1602,1442,1810,1453)
ad-heading: ಬೇಕಾಗಿದ್ದಾರೆ ಸ್ತ್ರೀ ಟೆಲಿಕಾಲರ್ xyxy=(1594,1130,1818,1152)
ad-phone: 9880329662 xyxy=(1298,497,1585,519)
ad-heading: M.P.Cine Creation xyxy=(1298,1130,1585,1152)
ad-heading: S.M.GOLD FINANCE xyxy=(1594,671,1818,693)
dateline: ಸೋಮವಾರ 30 ಆಗಸ್ಟ್ 2021 xyxy=(1055,77,1283,101)
ad-heading: ಹೋಟೆಲ್ ಫಸ್ಟ್ ನಾಟಿ xyxy=(71,384,361,407)
continued-line: ಜಾಹೀರಾತು xyxy=(1666,1781,1746,1806)
classified-ad xyxy=(368,382,641,521)
ad-heading: ಕಳೆದಿದೆ xyxy=(370,986,640,1008)
ad-phone: 8884176836 9844158566 xyxy=(648,645,884,662)
ad-body: ಮೊ: 9902239655 ಕೇರಳದ ಶಕ್ತಿಶಾಲಿ ಪೂಜೆಯಿಂದ ನಿಮ್ಮ ಎಲ್ಲಾ ಸಮಸ್ಯೆಗಳಿಗೂ ಪರಿಹಾರ: ವಿದ್ಯೆ, ಉದ್ಯೋಗ, ವ್ಯಾಪಾರ, ವಿವಾಹ, ಸಂತಾನ, ಸಾಲಬಾಧೆ, ಪ್ರೇಮ ಸಮಸ್ಯೆ, ದುಷ್ಟಶಕ್ತಿ ನಿವಾರಣೆ xyxy=(660,1586,872,1620)
ad-heading: WANTED xyxy=(1594,1274,1818,1298)
ad-heading: ಹೋಲ್‌ಸೇಲ್ ದರದಲ್ಲಿ xyxy=(892,384,1092,407)
ad-body: GF-35X40 - Veg Only 2BHK -Solar-Gas Geyser, 2 Wheeler Parking- 2 No's, Police Booth Main Road, J P Nagar. (Brokers Excuse) xyxy=(1306,1298,1577,1332)
page-label: ಪುಟ xyxy=(79,83,96,97)
ad-phone: 7019460997 xyxy=(1298,640,1585,662)
classified-ad xyxy=(69,669,363,808)
ad-body: ನೀವು ವಾಸ ಮಾಡುವ ಮನೆ ಮತ್ತು ವ್ಯವಹಾರ ಸ್ಥಳಗಳಿಗೆ ವಾಸ್ತು ಸಲಹೆ ಮತ್ತು ಪರಿಹಾರಕ್ಕಾಗಿ ಸಂಪರ್ಕಿಸಿ xyxy=(903,264,1081,286)
ad-heading: Doorstep Service xyxy=(1101,815,1289,837)
classified-ad xyxy=(1592,1128,1820,1267)
ad-phone: 9845132624 xyxy=(71,353,361,375)
classified-ad xyxy=(1592,1560,1820,1699)
ad-phone: 7676844160 6361056646 xyxy=(1101,502,1289,518)
classified-ad xyxy=(646,1417,885,1556)
ad-phone: Mob: 8884900700 xyxy=(1594,497,1818,519)
ad-phone: 9741806990 xyxy=(892,1675,1092,1697)
ad-phone: 84534-08502 91081-00117 xyxy=(892,790,1092,806)
ad-body: 18 ವರ್ಷದಿಂದ Mobile, Electrical, Electronics ಮತ್ತು Computer Hardware ರಿಪೇರಿ ಮೇಕ್‌ಇನ್ ಇಂಡಿಯಾದ ಯೋಜನೆ ಅಡಿಯಲ್ಲಿ ನುರಿತ ಶಿಕ್ಷಕರಿಂದ ತರಬೇತಿ ನೀಡಲಾಗುವುದು ಸ್ವಂತ ಉದ್ಯೋಗ ಪ್ರಾರಂಭಿಸಲು ಸಂಪರ್ಕಿಸಿ: SMM Institute, ಶ್ರೀ ರಾಮಮಂದಿರ ಹತ್ತಿರ, ಚಾಮರಾಜಪುರಂ xyxy=(1302,840,1581,885)
ad-body: ಕೆಲಸ ಖಾಲಿ ಇವೆ ಮಾರ್ಕೆಟಿಂಗ್, ಹಾಸನ, ಬೆಂಗಳೂರು, ತುಮಕೂರು, ಮೈಸೂರಿನಲ್ಲಿ ಕೆಲಸ ಮಾಡಲು ಹುಡುಗ / ಹುಡುಗಿಯರು ಬೇಕಾಗಿದ್ದಾರೆ. ವಿದ್ಯಾರ್ಹತೆ: 5th, 7th, 10th, 12th, ಡಿಗ್ರಿ, ಡಿಪ್ಲೊಮಾ, ಐಟಿಐ ಸಂಬಳ +ಓಟಿ 18,000/- 65,000/- xyxy=(376,1588,633,1622)
classified-ad xyxy=(891,669,1094,808)
ad-phone: 9480743991 xyxy=(71,1388,361,1410)
ad-body: ಮಾಂಸಹಾರ ಬಂದು ಹೋಟೆಲ್ ಹೋಟೆಲ್ಸ್‌ಗೆ ಕೆಲಸ ಮಾಡಲು ಬೇಕಾಗಿದ್ದಾರೆ. Telecallers:- 107 ಜನ, ವಿದ್ಯಾರ್ಹತೆ: SSLC, PUC, Diploma, Any Degree, H.R. Manager: -02, ವಿದ್ಯಾರ್ಹತೆ :- (M.S.W) xyxy=(904,1300,1080,1346)
ad-body: ನಂದಾ ಹಳ್ಳದ ITI ತರಬೇತಿಗೆ SSLC / PUC ಅಭ್ಯರ್ಥಿಗಳಿಗೆ ಪ್ರವೇಶ ಆರಂಭವಾಗಿದೆ. N.C.V.T. ದ್ವಾರಾ ಸರ್ಕಾರದಿಂದ ಮಾನ್ಯತೆ ಪಡೆದ ಐಟಿಐ ಕಾಲೇಜು. ವಿದ್ಯಾರ್ಥಿ ವೇತನ ಹಾಗೂ ಹಾಸ್ಟೆಲ್ ವ್ಯವಸ್ಥೆ ಇದೆ xyxy=(660,1298,872,1332)
classified-ad xyxy=(891,1417,1094,1556)
ad-body: ಪತ್ರಿಕೆಯಲ್ಲಿ ಪ್ರಕಟವಾಗುವ ಜಾಹೀರಾತುಗಳ ವಿಶ್ವಾಸಾರ್ಹತೆ ಅರಿತು ವ್ಯವಹರಿಸಬೇಕು. ಜಾಹೀರಾತುದಾರರ ಹೇಳಿಕೆಗಳಿಗೆ ಪತ್ರಿಕೆ ಜವಾಬ್ದಾರಿಯಲ್ಲ. ಜಾಹೀರಾತುದಾರರೊಡನೆ ವ್ಯವಹರಿಸುವಾಗ ಎಚ್ಚರಿಕೆ ವಹಿಸುವುದು. -ಜಾಹೀರಾತು ವ್ಯವಸ್ಥಾಪಕರು xyxy=(1323,1730,1560,1764)
ad-heading: ಮನೆ ಸಾಲ (Home Loan) xyxy=(648,528,884,551)
ad-heading: LOANS xyxy=(1298,528,1585,551)
ad-heading: ಕೇರಳ ಭಗವತಿ ಜ್ಯೋತಿಷ್ಯರು xyxy=(648,1562,884,1583)
ad-heading: WANTED xyxy=(71,986,361,1008)
ad-heading: ತಕ್ಷಣ ಬೇಕಾಗಿದ್ದಾರೆ xyxy=(1298,986,1585,1010)
ad-heading: COMMERCIAL BUILDING FOR RENT xyxy=(71,240,361,261)
classified-ad xyxy=(1099,1417,1291,1556)
ad-phone: ಸಂಪರ್ಕಿಸಿ : 8105508247 xyxy=(1594,789,1818,806)
ad-phone: Ph : 0821-2344992, Mob. 98450 34559 xyxy=(1297,358,1585,374)
yellow-dot xyxy=(670,2015,680,2025)
ad-heading: WANTED URGENT xyxy=(892,1130,1092,1152)
ad-heading: ಪಾಲಿಶ್ ಪ್ರತಿ 1 ಟನ್‌ಗೆ ದರ ರೂ.251 xyxy=(370,1418,640,1440)
ad-body: ನಮ್ಮ ಬೆಂಗಳೂರು ಮೂಲದ ಕಂಪನಿಗೆ ಬೆಂಗಳೂರು ಮತ್ತು ಮೈಸೂರಿನಲ್ಲಿ ಕೆಲಸ ಮಾಡಲು ಫೀಲ್ಡ್ ವರ್ಕ್ & ಡೆಲಿವರಿ ಎಕ್ಸಿಕ್ಯೂಟಿವ್ ವಿದ್ಯಾರ್ಹತೆ: SSLC / PUC / ಪದವಿ & PF ಮತ್ತು ಇತರೆ ಸೌಲಭ್ಯ, ಡ್ರೈವಿಂಗ್ ಲೈಸೆನ್ಸ್ ಕಡ್ಡಾಯ xyxy=(902,696,1082,741)
classified-ad xyxy=(646,1128,885,1267)
classified-ad xyxy=(1099,526,1291,665)
classified-ad xyxy=(1592,382,1820,521)
ad-phone: 9964156103 9611881603 xyxy=(648,960,884,977)
ad-body: MUDA APPROVED BANK LOAN AVAILABLE ಶ್ರೀನಗರ ಪಕ್ಕ ಮತ್ತು ಶ್ರೀರಾಂಪುರ ರಿಂಗ್ ರೋಡ್ xyxy=(652,696,880,718)
classified-ad xyxy=(1099,1272,1291,1411)
promo-note: ಪ್ರತಿ ಜಾಹೀರಾತಿಗೆ xyxy=(1157,1811,1233,1827)
ad-body: ಪಂಡಿತ್ ಭೀಮರಾವ್ ಜ್ಯೋತಿಷ್ಯರು ನಿಮ್ಮ ಜೀವನದ ಎಲ್ಲಾ ಸಮಸ್ಯೆಗಳಿಗೆ ಶಾಶ್ವತ ಪರಿಹಾರ ಕೇವಲ 21 ಗಂಟೆಗಳಲ್ಲಿ: ವಿದ್ಯೆ, ಉದ್ಯೋಗ, ವ್ಯಾಪಾರ, ವಿವಾಹ, ಪ್ರೇಮ, ಸಂತಾನ, ಆರೋಗ್ಯ, ಸ್ತ್ರೀ-ಪುರುಷ ವಶೀಕರಣ xyxy=(1304,1444,1580,1478)
ad-heading: ಶ್ರೀ ಕೃಷ್ಣ ಜ್ಯೋತಿಷ್ಯಾಲಯ xyxy=(1298,1418,1585,1442)
ad-heading: LOANS xyxy=(1101,528,1289,549)
page-number: 5 xyxy=(99,74,119,106)
ad-phone: 7204117164 7204655164 xyxy=(1101,1393,1289,1408)
classified-ad xyxy=(1592,1272,1820,1411)
top-strip xyxy=(69,70,1283,112)
ad-body: ಮನೆಯಿಂದಲೇ ಕೆಲಸ ಮಾಡುವ ಉದ್ಯೋಗ, ಮೊಬೈಲ್‌ನಲ್ಲಿ ಮೂಲಕ ಫಾರಂ ಫಿಲ್ಲಿಂಗ್ ಮತ್ತು ಡಾಟಾ ಎಂಟ್ರಿ ಕೆಲಸ ಮಾಡಿ ಸುಲಭವಾಗಿ ಪ್ರತಿವಾರ ಹಣ ಪಡೆಯಿರಿ ತಿಂಗಳು ಕೈ ತುಂಬಾ ಹಣಗಳಿಸಿ xyxy=(1304,1013,1579,1035)
ad-heading: ಆಟಾಟೆ ಉದ್ಯೋಗ xyxy=(648,986,884,1010)
ad-heading: ಬಾಡಿಗೆಗೆ xyxy=(1298,384,1585,405)
classified-ad xyxy=(1296,1128,1587,1267)
ad-heading: ಶ್ರೀ ನಂದಿ ಕೃಪ ಚಿಟ್ ಫಂಡ್ ESTD-2011 xyxy=(1594,1562,1818,1583)
ad-phone: 8867064586, 7026613324 xyxy=(892,960,1092,977)
ad-phone: 9035113222 9739292222 xyxy=(370,1392,640,1410)
